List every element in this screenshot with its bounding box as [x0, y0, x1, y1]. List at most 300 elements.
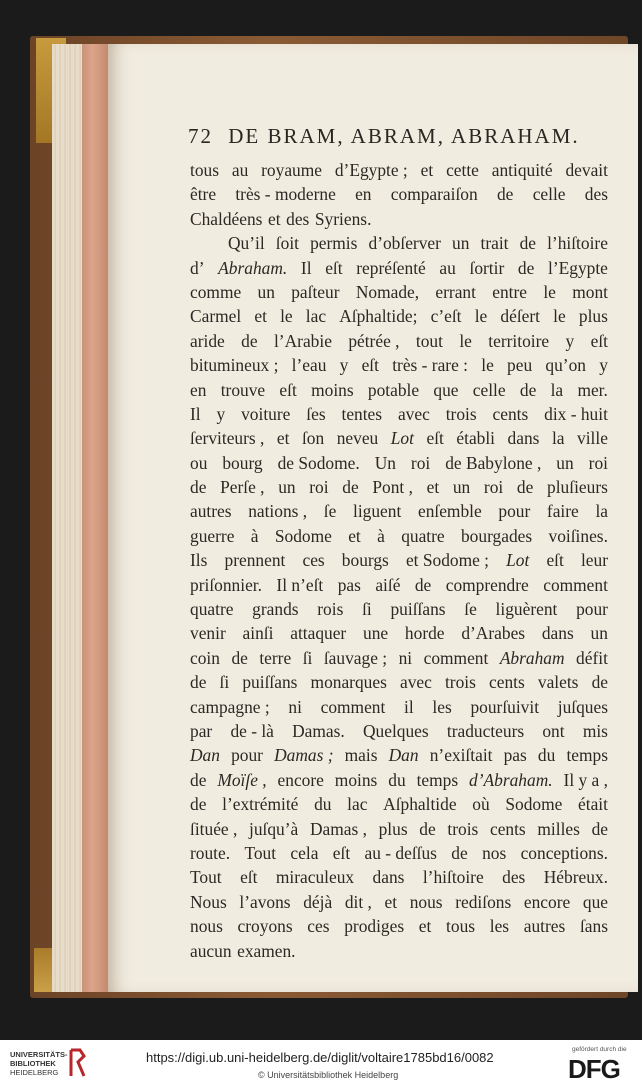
funder-note: gefördert durch die: [572, 1046, 627, 1053]
text-line: [190, 621, 608, 645]
word: tous: [190, 160, 219, 180]
word: de Babylone ,: [445, 452, 542, 473]
word: trois: [445, 403, 477, 424]
word: bourgades: [460, 525, 533, 546]
text-line: [190, 548, 608, 572]
word: les: [432, 696, 452, 717]
word: cents: [489, 672, 525, 693]
word: territoire: [488, 330, 550, 351]
word: du: [537, 745, 556, 766]
word: eſt: [325, 257, 343, 278]
word: Pont ,: [372, 477, 413, 498]
text-line: [190, 670, 608, 694]
word: les: [489, 916, 510, 937]
word: voiture: [241, 403, 291, 424]
word: un: [590, 623, 608, 644]
word: Moïſe ,: [217, 769, 267, 790]
word: ſon: [301, 428, 325, 449]
word: Il n’eſt: [276, 574, 324, 595]
word: bourg: [222, 452, 263, 473]
word: Damas ;: [274, 745, 334, 766]
word: qu’on: [545, 355, 586, 376]
word: l’extrémité: [222, 794, 299, 815]
word: aiſé: [375, 574, 401, 595]
permalink-url[interactable]: https://digi.ub.uni-heidelberg.de/diglit/voltaire1785bd16/0082: [146, 1050, 494, 1065]
word: dans: [372, 867, 405, 888]
word: y: [339, 355, 349, 376]
word: ſe: [323, 501, 337, 522]
word: neveu: [336, 428, 379, 449]
word: cela: [290, 842, 319, 863]
text-line: [190, 207, 608, 231]
word: pour: [576, 599, 608, 620]
word: l’Arabie: [273, 330, 332, 351]
word: la: [551, 428, 565, 449]
word: de: [190, 672, 207, 693]
word: d’Arabes: [461, 623, 526, 644]
word: antiquité: [491, 160, 553, 180]
word: Dan: [388, 745, 419, 766]
word: mis: [582, 720, 608, 741]
word: monarques: [310, 672, 387, 693]
word: roi: [483, 477, 504, 498]
word: trois: [447, 818, 479, 839]
word: comprendre: [445, 574, 529, 595]
word: Dan: [190, 745, 220, 766]
word: et: [384, 891, 398, 912]
word: être: [190, 184, 217, 205]
word: ni: [288, 696, 302, 717]
word: Damas.: [292, 720, 345, 741]
word: y: [565, 330, 575, 351]
word: eſt: [332, 842, 351, 863]
word: était: [578, 794, 608, 815]
word: de: [231, 647, 248, 668]
word: ces: [307, 916, 330, 937]
text-line: [190, 890, 608, 914]
word: examen.: [237, 940, 296, 961]
text-line: [190, 865, 608, 889]
word: nous: [190, 916, 223, 937]
text-line: [190, 182, 608, 206]
word: juſques: [557, 696, 608, 717]
word: Sodome: [505, 794, 563, 815]
word: prodiges: [344, 916, 405, 937]
word: autres: [190, 501, 232, 522]
library-name-line2: BIBLIOTHEK: [10, 1059, 56, 1068]
word: pétrée ,: [348, 330, 400, 351]
dfg-logo[interactable]: DFG: [568, 1054, 620, 1084]
word: enſemble: [417, 501, 482, 522]
word: traducteurs: [446, 720, 525, 741]
word: de: [591, 672, 608, 693]
word: Lot: [506, 550, 530, 571]
word: mais: [344, 745, 378, 766]
word: de - là: [230, 720, 274, 741]
word: et Sodome ;: [405, 550, 490, 571]
word: avec: [399, 672, 432, 693]
word: à: [377, 525, 385, 546]
word: Ils: [190, 550, 208, 571]
word: trois: [444, 672, 476, 693]
word: Il: [300, 257, 312, 278]
word: Aſphaltide: [383, 794, 457, 815]
word: attaquer: [290, 623, 347, 644]
word: eſt: [361, 355, 379, 376]
word: cents: [492, 403, 529, 424]
word: eſt: [546, 550, 564, 571]
word: prennent: [224, 550, 286, 571]
word: et: [418, 916, 432, 937]
word: l’hiſtoire: [422, 867, 484, 888]
word: Aſphaltide;: [339, 306, 418, 327]
word: déjà: [303, 891, 333, 912]
word: Chaldéens: [190, 208, 263, 229]
word: comment: [543, 574, 608, 595]
word: et: [426, 477, 440, 498]
viewer-footer: [0, 1040, 642, 1088]
word: dix - huit: [544, 403, 608, 424]
word: le: [553, 306, 566, 327]
word: encore: [277, 769, 324, 790]
word: cents: [489, 818, 526, 839]
word: roi: [309, 477, 329, 498]
word: avec: [397, 403, 430, 424]
text-line: [190, 743, 608, 767]
word: de: [519, 233, 536, 254]
word: de: [342, 477, 359, 498]
word: des: [502, 867, 526, 888]
word: peu: [507, 355, 533, 376]
word: comme: [190, 281, 242, 302]
word: plus: [578, 306, 608, 327]
word: de: [190, 769, 207, 790]
word: il: [404, 696, 414, 717]
text-line: [190, 231, 608, 255]
library-name-line3: HEIDELBERG: [10, 1068, 59, 1077]
word: mont: [572, 281, 608, 302]
word: du: [388, 769, 406, 790]
text-line: [190, 475, 608, 499]
word: valets: [537, 672, 579, 693]
library-logo[interactable]: [10, 1050, 72, 1077]
word: à: [250, 525, 259, 546]
word: comparaiſon: [390, 184, 478, 205]
word: très - rare :: [392, 355, 468, 376]
word: Qu’il: [228, 233, 265, 254]
word: ou: [190, 452, 208, 473]
word: un: [556, 452, 574, 473]
word: tentes: [341, 403, 383, 424]
word: Carmel: [190, 306, 242, 327]
word: la: [550, 379, 564, 400]
word: pas: [337, 574, 361, 595]
word: n’exiſtait: [429, 745, 493, 766]
word: bourgs: [341, 550, 389, 571]
word: Abraham: [499, 647, 565, 668]
word: d’: [190, 257, 205, 278]
word: d’Egypte ;: [334, 160, 408, 180]
page-body-text: [190, 158, 608, 963]
word: où: [472, 794, 490, 815]
word: lac: [347, 794, 368, 815]
word: nations ,: [248, 501, 308, 522]
word: comment: [423, 647, 489, 668]
text-line: [190, 451, 608, 475]
text-line: [190, 256, 608, 280]
word: ces: [302, 550, 325, 571]
word: eſt: [240, 867, 258, 888]
word: puiſſans: [242, 672, 298, 693]
word: ſi: [219, 672, 230, 693]
word: de: [516, 477, 534, 498]
word: nos: [482, 842, 507, 863]
word: un: [452, 477, 471, 498]
word: temps: [416, 769, 459, 790]
word: trouve: [220, 379, 266, 400]
word: coin: [190, 647, 220, 668]
word: ſe: [464, 599, 477, 620]
word: dans: [541, 623, 574, 644]
word: que: [582, 891, 608, 912]
word: juſqu’à: [249, 818, 299, 839]
text-line: [190, 280, 608, 304]
word: croyons: [237, 916, 293, 937]
word: conceptions.: [520, 842, 608, 863]
word: le: [459, 330, 472, 351]
running-head: [188, 124, 588, 149]
word: ſes: [306, 403, 326, 424]
word: de: [519, 379, 537, 400]
word: Tout: [190, 867, 222, 888]
word: rois: [317, 599, 344, 620]
word: campagne ;: [190, 696, 270, 717]
text-line: [190, 646, 608, 670]
word: y: [216, 403, 226, 424]
word: venir: [190, 623, 226, 644]
word: Perſe ,: [220, 477, 265, 498]
word: le: [474, 306, 488, 327]
word: y: [599, 355, 608, 376]
word: comment: [320, 696, 386, 717]
word: entre: [492, 281, 528, 302]
word: par: [190, 720, 213, 741]
word: le: [543, 281, 556, 302]
word: repréſenté: [356, 257, 426, 278]
word: eſt: [590, 330, 608, 351]
word: terre: [259, 647, 292, 668]
text-line: [190, 573, 608, 597]
copyright-notice: © Universitätsbibliothek Heidelberg: [258, 1070, 399, 1080]
word: faire: [546, 501, 579, 522]
word: milles: [537, 818, 580, 839]
word: horde: [404, 623, 445, 644]
text-line: [190, 792, 608, 816]
word: ſauvage ;: [323, 647, 388, 668]
word: nous: [409, 891, 443, 912]
word: trait: [480, 233, 509, 254]
word: quatre: [401, 525, 445, 546]
word: d’Abraham.: [469, 769, 553, 790]
word: paſteur: [291, 281, 340, 302]
word: la: [595, 501, 608, 522]
word: et: [348, 525, 361, 546]
word: moins: [311, 379, 354, 400]
word: lac: [305, 306, 327, 327]
word: ſi: [362, 599, 372, 620]
word: Damas ,: [309, 818, 367, 839]
text-line: [190, 304, 608, 328]
word: ſans: [579, 916, 608, 937]
word: ſituée ,: [190, 818, 238, 839]
word: du: [314, 794, 332, 815]
text-line: [190, 426, 608, 450]
word: très - moderne: [235, 184, 336, 205]
word: défit: [576, 647, 608, 668]
word: des: [584, 184, 608, 205]
word: celle: [532, 184, 566, 205]
word: Hébreux.: [543, 867, 608, 888]
word: liguent: [353, 501, 402, 522]
word: miraculeux: [275, 867, 355, 888]
word: Il y a ,: [563, 769, 608, 790]
word: Il: [190, 403, 201, 424]
word: en: [355, 184, 372, 205]
page-number: 72: [188, 124, 213, 148]
word: et: [254, 306, 267, 327]
word: le: [481, 355, 494, 376]
word: ville: [577, 428, 608, 449]
word: de: [241, 330, 258, 351]
word: eſt: [426, 428, 444, 449]
text-line: [190, 695, 608, 719]
text-line: [190, 817, 608, 841]
word: Lot: [390, 428, 414, 449]
word: ſerviteurs ,: [190, 428, 265, 449]
word: et: [420, 160, 434, 180]
word: pour: [498, 501, 531, 522]
text-line: [190, 353, 608, 377]
word: de: [591, 818, 608, 839]
word: ni: [398, 647, 413, 668]
word: aucun: [190, 940, 232, 961]
word: l’eau: [291, 355, 327, 376]
word: c’eſt: [430, 306, 462, 327]
text-line: [190, 597, 608, 621]
word: l’avons: [239, 891, 291, 912]
text-line: [190, 524, 608, 548]
word: de: [190, 477, 207, 498]
text-line: [190, 719, 608, 743]
word: autres: [523, 916, 566, 937]
word: puiſſans: [390, 599, 446, 620]
text-line: [190, 768, 608, 792]
word: errant: [435, 281, 476, 302]
word: route.: [190, 842, 231, 863]
library-name-line1: UNIVERSITÄTS-: [10, 1050, 68, 1059]
word: de: [496, 184, 514, 205]
word: et: [276, 428, 290, 449]
word: de: [451, 842, 468, 863]
word: un: [278, 477, 296, 498]
word: Un: [374, 452, 396, 473]
text-line: [190, 329, 608, 353]
text-line: [190, 402, 608, 426]
word: grands: [252, 599, 299, 620]
word: moins: [334, 769, 378, 790]
word: temps: [566, 745, 608, 766]
word: et: [268, 208, 281, 229]
word: ont: [542, 720, 565, 741]
red-page-edge: [82, 44, 108, 992]
word: roi: [410, 452, 431, 473]
word: ſi: [302, 647, 313, 668]
word: roi: [588, 452, 608, 473]
word: pour: [231, 745, 263, 766]
word: une: [363, 623, 389, 644]
text-line: [190, 158, 608, 182]
word: dit ,: [344, 891, 372, 912]
word: de Sodome.: [277, 452, 360, 473]
word: dans: [507, 428, 540, 449]
word: Quelques: [362, 720, 429, 741]
word: pourſuivit: [470, 696, 540, 717]
word: aride: [190, 330, 225, 351]
word: voiſines.: [548, 525, 608, 546]
running-head-title: DE BRAM, ABRAM, ABRAHAM.: [228, 124, 580, 148]
word: au: [439, 257, 456, 278]
word: eſt: [279, 379, 297, 400]
word: en: [190, 379, 207, 400]
text-line: [190, 841, 608, 865]
word: l’hiſtoire: [547, 233, 608, 254]
word: ſortir: [469, 257, 505, 278]
word: quatre: [190, 599, 234, 620]
word: de: [190, 794, 207, 815]
word: cette: [446, 160, 479, 180]
word: Sodome: [274, 525, 332, 546]
word: bitumineux ;: [190, 355, 279, 376]
word: plus: [378, 818, 408, 839]
word: permis: [310, 233, 358, 254]
library-emblem-icon: [68, 1048, 88, 1078]
word: royaume: [261, 160, 322, 180]
word: de: [517, 257, 535, 278]
word: de: [414, 574, 432, 595]
word: Abraham.: [218, 257, 288, 278]
word: Nomade,: [355, 281, 420, 302]
word: un: [452, 233, 470, 254]
text-line: [190, 939, 608, 963]
word: tout: [415, 330, 443, 351]
text-line: [190, 378, 608, 402]
word: l’Egypte: [548, 257, 608, 278]
word: pluſieurs: [547, 477, 608, 498]
word: ſoit: [275, 233, 299, 254]
word: encore: [523, 891, 571, 912]
word: priſonnier.: [190, 574, 262, 595]
text-line: [190, 499, 608, 523]
word: celle: [472, 379, 506, 400]
word: Tout: [244, 842, 277, 863]
word: au - deſſus: [364, 842, 437, 863]
word: devait: [565, 160, 608, 180]
word: guerre: [190, 525, 235, 546]
word: mer.: [577, 379, 608, 400]
word: d’obſerver: [368, 233, 441, 254]
word: leur: [580, 550, 608, 571]
word: un: [257, 281, 275, 302]
